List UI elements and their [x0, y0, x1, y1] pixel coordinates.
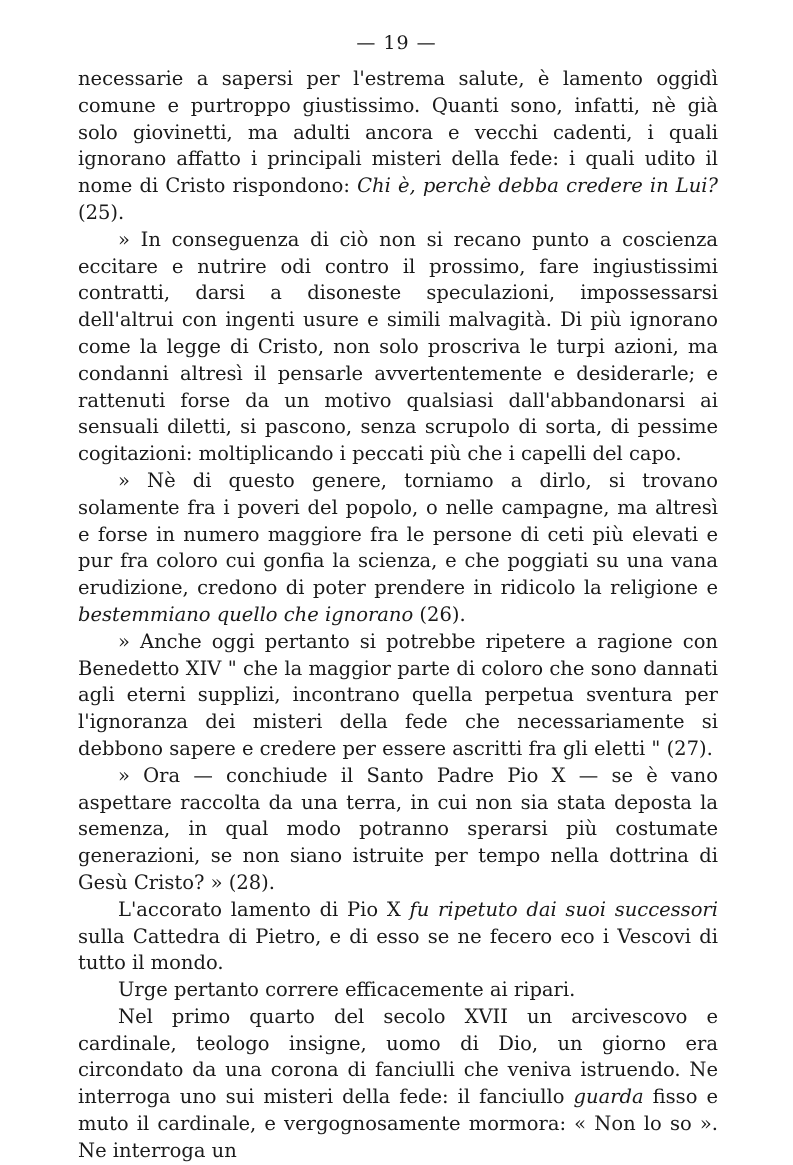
- text-run: (26).: [413, 602, 466, 626]
- paragraph: [78, 763, 718, 897]
- text-run: necessarie a sapersi per l'estrema salute, è lamento oggidì comune e purtroppo giustissimo. Quanti sono, infatti, nè già solo giovinetti, ma adulti ancora e vecchi cadenti, i quali ignorano affatto i principali misteri della fede: i quali udito il nome di Cristo rispondono:: [78, 67, 718, 198]
- italic-text: Chi è, perchè debba credere in Lui?: [357, 174, 718, 198]
- page-number: — 19 —: [356, 32, 437, 54]
- paragraph: [78, 897, 718, 977]
- text-run: Nel primo quarto del secolo XVII un arcivescovo e cardinale, teologo insigne, uomo di Dio, un giorno era circondato da una corona di fanciulli che veniva istruendo. Ne interroga uno sui misteri della fede: il fanciullo: [78, 1004, 718, 1109]
- paragraph: [78, 977, 718, 1004]
- paragraph: [78, 468, 718, 629]
- text-run: fisso e muto il cardinale, e vergognosamente mormora: « Non lo so ». Ne interroga un: [78, 1085, 719, 1162]
- text-run: » In conseguenza di ciò non si recano punto a coscienza eccitare e nutrire odi contro il prossimo, fare ingiustissimi contratti, darsi a disoneste speculazioni, impossessarsi dell'altrui con ingenti usure e simili malvagità. Di più ignorano come la legge di Cristo, non solo proscriva le turpi azioni, ma condanni altresì il pensarle avvertentemente e desiderarle; e rattenuti forse da un motivo qualsiasi dall'abbandonarsi ai sensuali diletti, si pascono, senza scrupolo di sorta, di pessime cogitazioni: moltiplicando i peccati più che i capelli del capo.: [78, 227, 718, 466]
- text-run: L'accorato lamento di Pio X: [118, 897, 410, 921]
- text-run: » Nè di questo genere, torniamo a dirlo, si trovano solamente fra i poveri del popolo, o nelle campagne, ma altresì e forse in numero maggiore fra le persone di ceti più elevati e pur fra coloro cui gonfia la scienza, e che poggiati su una vana erudizione, credono di poter prendere in ridicolo la religione e: [78, 468, 718, 600]
- text-run: Urge pertanto correre efficacemente ai ripari.: [118, 978, 576, 1002]
- paragraph: [78, 227, 718, 468]
- text-run: sulla Cattedra di Pietro, e di esso se ne fecero eco i Vescovi di tutto il mondo.: [78, 924, 718, 975]
- paragraph: [78, 1004, 718, 1165]
- italic-text: fu ripetuto dai suoi successori: [409, 897, 718, 921]
- body-text: [78, 66, 718, 1165]
- text-run: (25).: [78, 200, 125, 224]
- text-run: » Anche oggi pertanto si potrebbe ripetere a ragione con Benedetto XIV " che la maggior parte di coloro che sono dannati agli eterni supplizi, incontrano quella perpetua sventura per l'ignoranza dei misteri della fede che necessariamente si debbono sapere e credere per essere ascritti fra gli eletti " (27).: [78, 629, 718, 760]
- text-run: » Ora — conchiude il Santo Padre Pio X — se è vano aspettare raccolta da una terra, in cui non sia stata deposta la semenza, in qual modo potranno sperarsi più costumate generazioni, se non siano istruite per tempo nella dottrina di Gesù Cristo? » (28).: [78, 763, 718, 894]
- italic-text: guarda: [573, 1085, 644, 1109]
- italic-text: bestemmiano quello che ignorano: [78, 602, 414, 626]
- paragraph: [78, 66, 718, 227]
- paragraph: [78, 629, 718, 763]
